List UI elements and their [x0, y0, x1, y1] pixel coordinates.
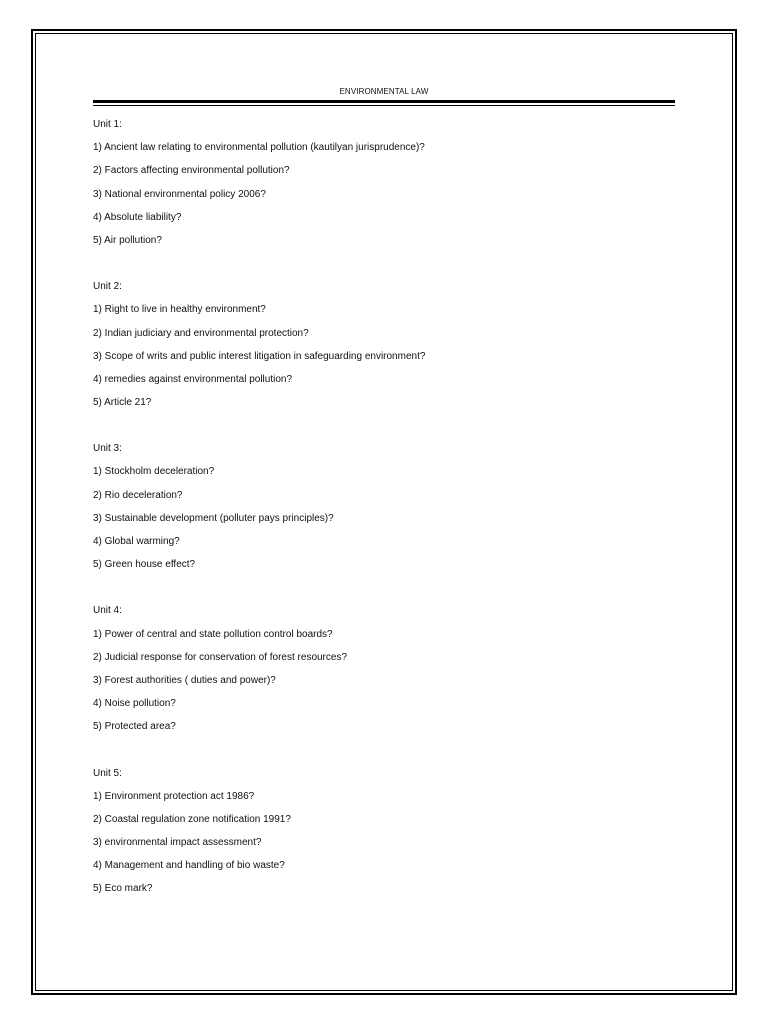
question-item: 1) Right to live in healthy environment?	[93, 304, 266, 316]
unit-section-2	[93, 275, 683, 414]
unit-section-1	[93, 113, 683, 252]
question-item: 4) Global warming?	[93, 536, 180, 547]
document-title: ENVIRONMENTAL LAW	[339, 87, 429, 96]
question-item: 3) environmental impact assessment?	[93, 837, 262, 849]
question-item: 3) National environmental policy 2006?	[93, 188, 266, 200]
question-item: 5) Green house effect?	[93, 559, 196, 571]
question-item: 1) Environment protection act 1986?	[93, 790, 255, 802]
unit-section-4	[93, 599, 683, 738]
question-item: 4) Absolute liability?	[93, 211, 182, 223]
question-item: 3) Forest authorities ( duties and power)?	[93, 674, 276, 686]
question-item: 5) Article 21?	[93, 397, 152, 409]
unit-heading: Unit 2:	[93, 281, 122, 293]
document-body	[93, 113, 683, 924]
question-item: 1) Power of central and state pollution control boards?	[93, 628, 333, 640]
question-item: 4) Noise pollution?	[93, 698, 176, 710]
title-rule-thin	[93, 105, 675, 106]
question-item: 4) remedies against environmental pollution?	[93, 373, 293, 385]
unit-heading: Unit 4:	[93, 605, 122, 617]
unit-section-5	[93, 762, 683, 901]
unit-heading: Unit 5:	[93, 767, 122, 779]
question-item: 1) Ancient law relating to environmental pollution (kautilyan jurisprudence)?	[93, 142, 425, 154]
question-item: 2) Judicial response for conservation of forest resources?	[93, 651, 348, 663]
unit-heading: Unit 1:	[93, 119, 122, 130]
title-rule-thick	[93, 100, 675, 103]
question-item: 5) Eco mark?	[93, 883, 153, 895]
question-item: 3) Scope of writs and public interest litigation in safeguarding environment?	[93, 350, 426, 362]
question-item: 2) Factors affecting environmental pollution?	[93, 165, 290, 177]
question-item: 5) Air pollution?	[93, 234, 162, 246]
question-item: 2) Coastal regulation zone notification 1991?	[93, 813, 291, 825]
question-item: 4) Management and handling of bio waste?	[93, 860, 285, 872]
question-item: 2) Indian judiciary and environmental protection?	[93, 327, 309, 339]
unit-section-3	[93, 437, 683, 576]
question-item: 3) Sustainable development (polluter pays principles)?	[93, 512, 334, 524]
question-item: 2) Rio deceleration?	[93, 489, 183, 501]
question-item: 5) Protected area?	[93, 721, 176, 733]
question-item: 1) Stockholm deceleration?	[93, 466, 215, 478]
unit-heading: Unit 3:	[93, 443, 122, 455]
